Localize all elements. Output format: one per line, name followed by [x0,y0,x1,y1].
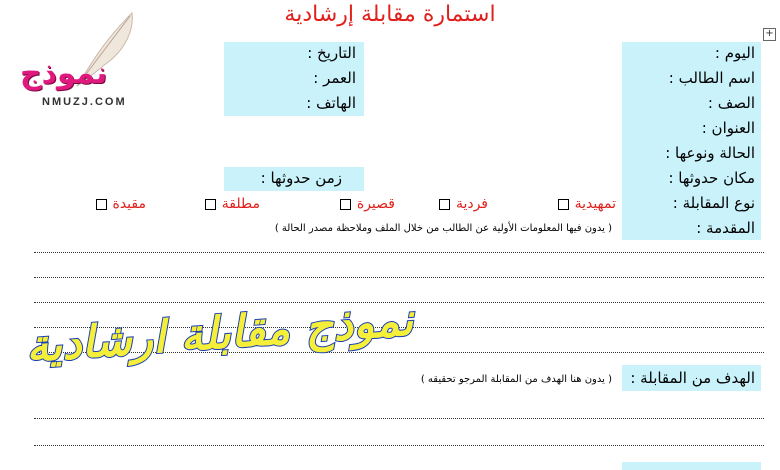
field-class-label: الصف : [707,94,755,112]
option-restricted[interactable] [96,196,147,212]
logo-site-text: NMUZJ.COM [42,96,127,108]
field-date-label: التاريخ : [307,44,356,62]
field-time-label: زمن حدوثها : [260,169,342,187]
writing-line[interactable] [34,418,764,419]
next-field-cell [622,462,761,470]
field-intro-label: المقدمة : [696,219,755,237]
student-info-column [622,42,761,240]
option-short-label: قصيرة [356,196,395,212]
checkbox-icon[interactable] [340,199,351,210]
form-title: استمارة مقابلة إرشادية [284,2,496,27]
field-phone-label: الهاتف : [306,94,356,112]
checkbox-icon[interactable] [558,199,569,210]
checkbox-icon[interactable] [205,199,216,210]
watermark-stamp [10,294,430,373]
option-restricted-label: مقيدة [112,196,146,212]
writing-line[interactable] [34,445,764,446]
option-short[interactable] [340,196,395,212]
field-case-label: الحالة ونوعها : [665,144,755,162]
site-logo [12,8,147,108]
watermark-text: نموذج مقابلة ارشادية [24,294,415,373]
table-move-handle-icon[interactable]: + [763,28,776,41]
field-goal-label: الهدف من المقابلة : [630,369,755,387]
checkbox-icon[interactable] [96,199,107,210]
time-occurrence-cell [224,167,364,191]
field-place-label: مكان حدوثها : [668,169,755,187]
option-individual-label: فردية [455,196,488,212]
date-info-column [224,42,364,116]
field-address-label: العنوان : [701,119,755,137]
intro-note: ( يدون فيها المعلومات الأولية عن الطالب من خلال الملف وملاحظة مصدر الحالة ) [274,223,612,234]
checkbox-icon[interactable] [439,199,450,210]
writing-line[interactable] [34,252,764,253]
field-type-label: نوع المقابلة : [672,194,755,212]
goal-note: ( يدون هنا الهدف من المقابلة المرجو تحقيقه ) [420,374,612,385]
field-age-label: العمر : [313,69,356,87]
goal-cell [622,365,761,391]
option-open-label: مطلقة [221,196,260,212]
writing-line[interactable] [34,277,764,278]
field-day-label: اليوم : [714,44,755,62]
logo-brand-text: نموذج [20,56,108,91]
option-preliminary-label: تمهيدية [574,196,616,212]
option-individual[interactable] [439,196,488,212]
option-preliminary[interactable] [558,196,616,212]
option-open[interactable] [205,196,260,212]
field-student-label: اسم الطالب : [668,69,755,87]
